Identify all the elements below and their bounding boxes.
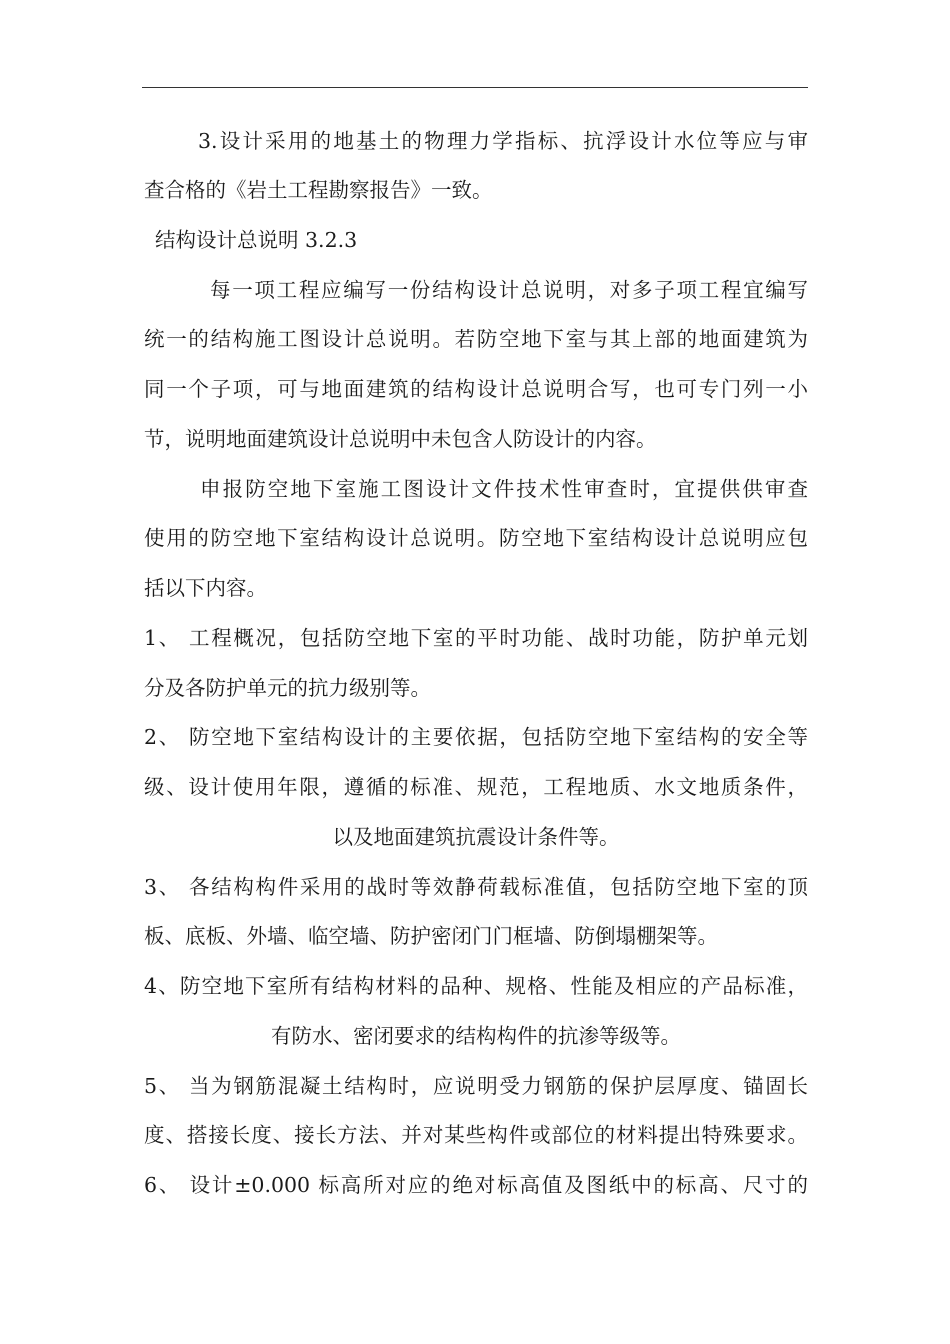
paragraph-line: 3.设计采用的地基土的物理力学指标、抗浮设计水位等应与审 — [198, 129, 808, 153]
list-item-line: 6、 设计±0.000 标高所对应的绝对标高值及图纸中的标高、尺寸的 — [144, 1173, 808, 1197]
list-item-line: 2、 防空地下室结构设计的主要依据，包括防空地下室结构的安全等 — [144, 725, 808, 749]
list-item-line: 度、搭接长度、接长方法、并对某些构件或部位的材料提出特殊要求。 — [144, 1123, 808, 1147]
paragraph-line: 每一项工程应编写一份结构设计总说明，对多子项工程宜编写 — [210, 278, 808, 302]
section-heading: 结构设计总说明 3.2.3 — [155, 228, 358, 252]
paragraph-line: 申报防空地下室施工图设计文件技术性审查时，宜提供供审查 — [200, 477, 808, 501]
list-item-line: 级、设计使用年限，遵循的标准、规范，工程地质、水文地质条件， — [144, 775, 808, 799]
list-item-line: 分及各防护单元的抗力级别等。 — [144, 676, 431, 700]
paragraph-line: 查合格的《岩土工程勘察报告》一致。 — [144, 178, 493, 202]
list-item-line: 4、防空地下室所有结构材料的品种、规格、性能及相应的产品标准， — [144, 974, 808, 998]
list-item-line: 板、底板、外墙、临空墙、防护密闭门门框墙、防倒塌棚架等。 — [144, 924, 718, 948]
header-rule — [142, 87, 808, 88]
list-item-line: 以及地面建筑抗震设计条件等。 — [332, 825, 620, 849]
paragraph-line: 统一的结构施工图设计总说明。若防空地下室与其上部的地面建筑为 — [144, 327, 808, 351]
paragraph-line: 节，说明地面建筑设计总说明中未包含人防设计的内容。 — [144, 427, 657, 451]
list-item-line: 3、 各结构构件采用的战时等效静荷载标准值，包括防空地下室的顶 — [144, 875, 808, 899]
paragraph-line: 同一个子项，可与地面建筑的结构设计总说明合写，也可专门列一小 — [144, 377, 808, 401]
paragraph-line: 括以下内容。 — [144, 576, 267, 600]
list-item-line: 1、 工程概况，包括防空地下室的平时功能、战时功能，防护单元划 — [144, 626, 808, 650]
list-item-line: 有防水、密闭要求的结构构件的抗渗等级等。 — [271, 1024, 681, 1048]
list-item-line: 5、 当为钢筋混凝土结构时，应说明受力钢筋的保护层厚度、锚固长 — [144, 1074, 808, 1098]
paragraph-line: 使用的防空地下室结构设计总说明。防空地下室结构设计总说明应包 — [144, 526, 808, 550]
